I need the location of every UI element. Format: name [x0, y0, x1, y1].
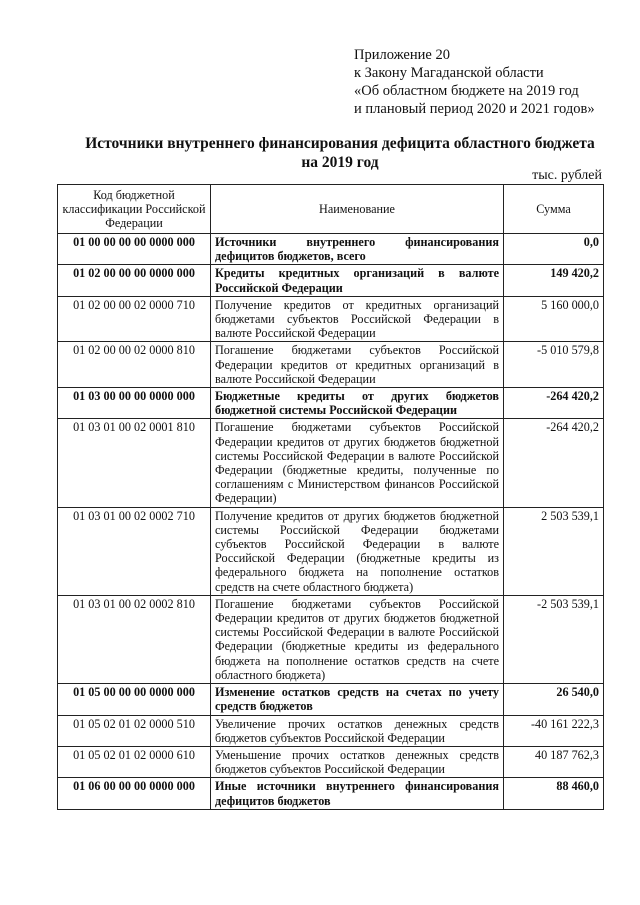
- row-name: Погашение бюджетами субъектов Российской Федерации кредитов от кредитных организаций в валюте Российской Федерации: [211, 342, 504, 388]
- row-amount: 0,0: [504, 234, 604, 265]
- row-code: 01 02 00 00 02 0000 710: [58, 296, 211, 342]
- title-line: Источники внутреннего финансирования дефицита областного бюджета: [85, 135, 595, 152]
- title-line: на 2019 год: [301, 154, 379, 171]
- row-name: Получение кредитов от кредитных организаций бюджетами субъектов Российской Федерации в валюте Российской Федерации: [211, 296, 504, 342]
- appendix-header: [354, 46, 595, 118]
- appendix-line: Приложение 20: [354, 47, 450, 63]
- row-code: 01 06 00 00 00 0000 000: [58, 778, 211, 809]
- table-row: [58, 595, 604, 683]
- row-amount: -5 010 579,8: [504, 342, 604, 388]
- header-name: Наименование: [211, 185, 504, 234]
- table-row: [58, 778, 604, 809]
- row-amount: -40 161 222,3: [504, 715, 604, 746]
- units-label: тыс. рублей: [532, 168, 602, 183]
- row-amount: -2 503 539,1: [504, 595, 604, 683]
- row-name: Изменение остатков средств на счетах по учету средств бюджетов: [211, 684, 504, 715]
- table-row: [58, 342, 604, 388]
- table-header-row: [58, 185, 604, 234]
- row-code: 01 00 00 00 00 0000 000: [58, 234, 211, 265]
- row-code: 01 05 02 01 02 0000 610: [58, 746, 211, 777]
- row-amount: 88 460,0: [504, 778, 604, 809]
- row-name: Иные источники внутреннего финансирования дефицитов бюджетов: [211, 778, 504, 809]
- row-amount: 40 187 762,3: [504, 746, 604, 777]
- row-amount: 26 540,0: [504, 684, 604, 715]
- row-amount: -264 420,2: [504, 419, 604, 507]
- row-code: 01 03 01 00 02 0002 810: [58, 595, 211, 683]
- row-name: Кредиты кредитных организаций в валюте Российской Федерации: [211, 265, 504, 296]
- row-code: 01 03 01 00 02 0001 810: [58, 419, 211, 507]
- row-amount: 5 160 000,0: [504, 296, 604, 342]
- table-row: [58, 265, 604, 296]
- row-name: Получение кредитов от других бюджетов бюджетной системы Российской Федерации бюджетами субъектов Российской Федерации в валюте Российской Федерации (бюджетные кредиты из федерального бюджета на пополнение остатков средств на счете областного бюджета): [211, 507, 504, 595]
- row-name: Бюджетные кредиты от других бюджетов бюджетной системы Российской Федерации: [211, 388, 504, 419]
- financing-table: [57, 184, 604, 810]
- row-code: 01 02 00 00 02 0000 810: [58, 342, 211, 388]
- appendix-line: «Об областном бюджете на 2019 год: [354, 83, 579, 99]
- header-code: Код бюджетной классификации Российской Федерации: [58, 185, 211, 234]
- row-code: 01 02 00 00 00 0000 000: [58, 265, 211, 296]
- table-row: [58, 746, 604, 777]
- document-title: [60, 134, 620, 172]
- row-code: 01 03 01 00 02 0002 710: [58, 507, 211, 595]
- table-row: [58, 388, 604, 419]
- appendix-line: и плановый период 2020 и 2021 годов»: [354, 101, 595, 117]
- row-name: Погашение бюджетами субъектов Российской Федерации кредитов от других бюджетов бюджетной системы Российской Федерации в валюте Российской Федерации (бюджетные кредиты из федерального бюджета на пополнение остатков средств на счете областного бюджета): [211, 595, 504, 683]
- table-row: [58, 715, 604, 746]
- row-name: Погашение бюджетами субъектов Российской Федерации кредитов от других бюджетов бюджетной системы Российской Федерации в валюте Российской Федерации (бюджетные кредиты, полученные по соглашениям с Министерством финансов Российской Федерации): [211, 419, 504, 507]
- row-amount: -264 420,2: [504, 388, 604, 419]
- row-amount: 149 420,2: [504, 265, 604, 296]
- row-name: Источники внутреннего финансирования дефицитов бюджетов, всего: [211, 234, 504, 265]
- table-row: [58, 234, 604, 265]
- table-row: [58, 296, 604, 342]
- table-row: [58, 419, 604, 507]
- table-row: [58, 507, 604, 595]
- row-code: 01 03 00 00 00 0000 000: [58, 388, 211, 419]
- appendix-line: к Закону Магаданской области: [354, 65, 544, 81]
- row-name: Уменьшение прочих остатков денежных средств бюджетов субъектов Российской Федерации: [211, 746, 504, 777]
- row-name: Увеличение прочих остатков денежных средств бюджетов субъектов Российской Федерации: [211, 715, 504, 746]
- row-code: 01 05 00 00 00 0000 000: [58, 684, 211, 715]
- table-row: [58, 684, 604, 715]
- row-amount: 2 503 539,1: [504, 507, 604, 595]
- row-code: 01 05 02 01 02 0000 510: [58, 715, 211, 746]
- header-amount: Сумма: [504, 185, 604, 234]
